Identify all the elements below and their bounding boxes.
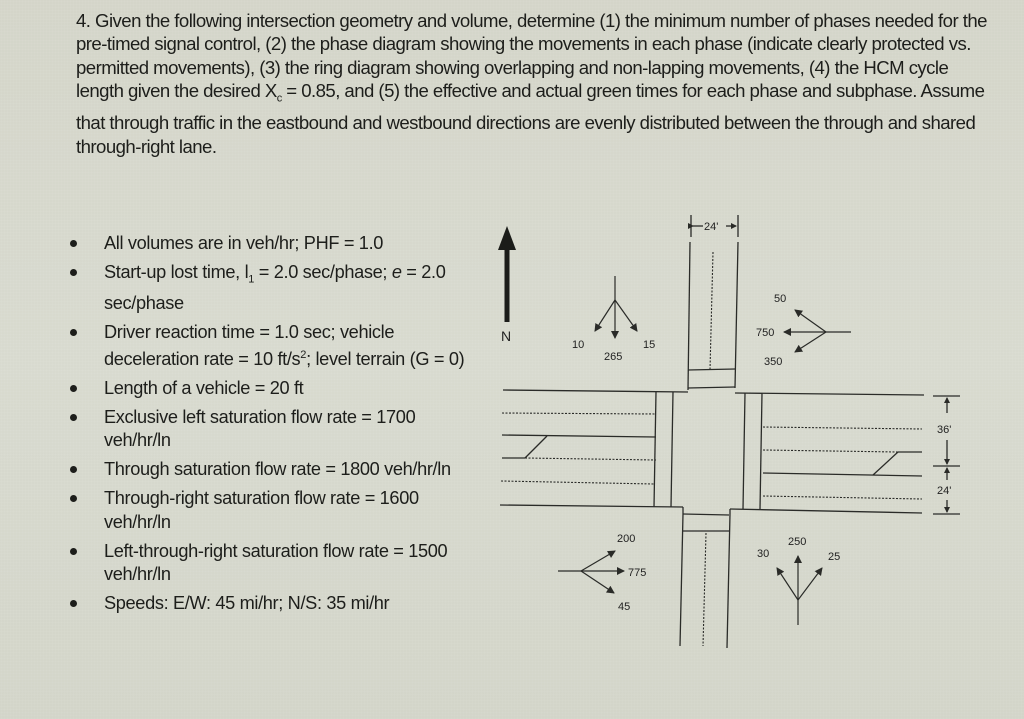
given-text: All volumes are in veh/hr; PHF = 1.0: [104, 233, 384, 253]
westbound-arrows-icon: [784, 310, 851, 352]
given-item: [64, 487, 484, 533]
eastbound-arrows-icon: [558, 551, 624, 593]
bullet-icon: [70, 466, 77, 473]
problem-body-continued: = 0.85, and (5) the effective and actual green times for each phase and subphase. Assume that through traffic in the eastbound and westbound directions are evenly distributed between the through and shared through-right lane.: [76, 80, 985, 157]
sb-through-volume: 265: [604, 351, 623, 363]
given-item: [64, 377, 484, 400]
given-item: [64, 261, 484, 315]
given-text: Speeds: E/W: 45 mi/hr; N/S: 35 mi/hr: [104, 592, 390, 613]
bullet-icon: [70, 385, 77, 392]
nb-left-volume: 30: [757, 548, 770, 560]
wb-left-volume: 350: [764, 356, 783, 368]
given-conditions-list: [64, 232, 484, 621]
bullet-icon: [70, 600, 77, 607]
given-text: = 2.0 sec/phase;: [254, 262, 392, 282]
eb-right-volume: 45: [618, 601, 631, 613]
bullet-icon: [70, 548, 77, 555]
northbound-arrows-icon: [777, 556, 822, 625]
given-text: Through saturation flow rate = 1800 veh/hr/ln: [104, 459, 451, 480]
southbound-arrows-icon: [595, 276, 637, 338]
problem-number: 4.: [76, 10, 91, 31]
eb-left-volume: 200: [617, 533, 636, 545]
given-text: = 2.0 sec/phase: [104, 262, 446, 313]
problem-body: Given the following intersection geometry and volume, determine (1) the minimum number of phases needed for the pre-timed signal control, (2) the phase diagram showing the movements in each phase (indicate clearly protected vs. permitted movements), (3) the ring diagram showing overlapping and non-lapping movements, (4) the HCM cycle length given the desired X: [76, 10, 987, 102]
xc-subscript: c: [276, 92, 282, 105]
wb-right-volume: 50: [774, 293, 787, 305]
bullet-icon: [70, 329, 77, 336]
roadway-geometry: [500, 215, 960, 648]
bullet-icon: [70, 414, 77, 421]
problem-statement: [76, 9, 996, 158]
given-item: [64, 232, 484, 255]
bullet-icon: [70, 240, 77, 247]
superscript: 2: [300, 349, 307, 362]
given-item: [64, 406, 484, 452]
ew-lower-width-label: 24': [937, 485, 952, 497]
sb-left-volume: 10: [572, 339, 585, 351]
given-text: Through-right saturation flow rate = 1600 veh/hr/ln: [104, 488, 419, 532]
problem-text: [76, 9, 996, 158]
given-text: Start-up lost time, l: [104, 262, 249, 282]
ew-upper-width-label: 36': [937, 424, 952, 436]
given-text: Driver reaction time = 1.0 sec; vehicle deceleration rate = 10 ft/s: [104, 321, 395, 370]
given-text: Left-through-right saturation flow rate = 1500 veh/hr/ln: [104, 540, 448, 584]
bullet-icon: [70, 269, 77, 276]
eb-through-volume: 775: [628, 567, 647, 579]
given-item: [64, 321, 484, 371]
given-item: [64, 540, 484, 586]
nb-through-volume: 250: [788, 536, 807, 548]
given-variable: e: [391, 262, 402, 282]
ns-width-label: 24': [704, 221, 719, 233]
given-item: [64, 458, 484, 481]
wb-through-volume: 750: [756, 327, 775, 339]
sb-right-volume: 15: [643, 339, 656, 351]
given-item: [64, 592, 484, 615]
nb-right-volume: 25: [828, 551, 841, 563]
subscript: 1: [248, 273, 255, 286]
given-text: Length of a vehicle = 20 ft: [104, 378, 304, 399]
bullet-icon: [70, 495, 77, 502]
north-label: N: [501, 328, 512, 344]
north-arrow-icon: [498, 226, 516, 322]
given-text: ; level terrain (G = 0): [306, 349, 465, 370]
given-text: Exclusive left saturation flow rate = 1700 veh/hr/ln: [104, 407, 416, 451]
